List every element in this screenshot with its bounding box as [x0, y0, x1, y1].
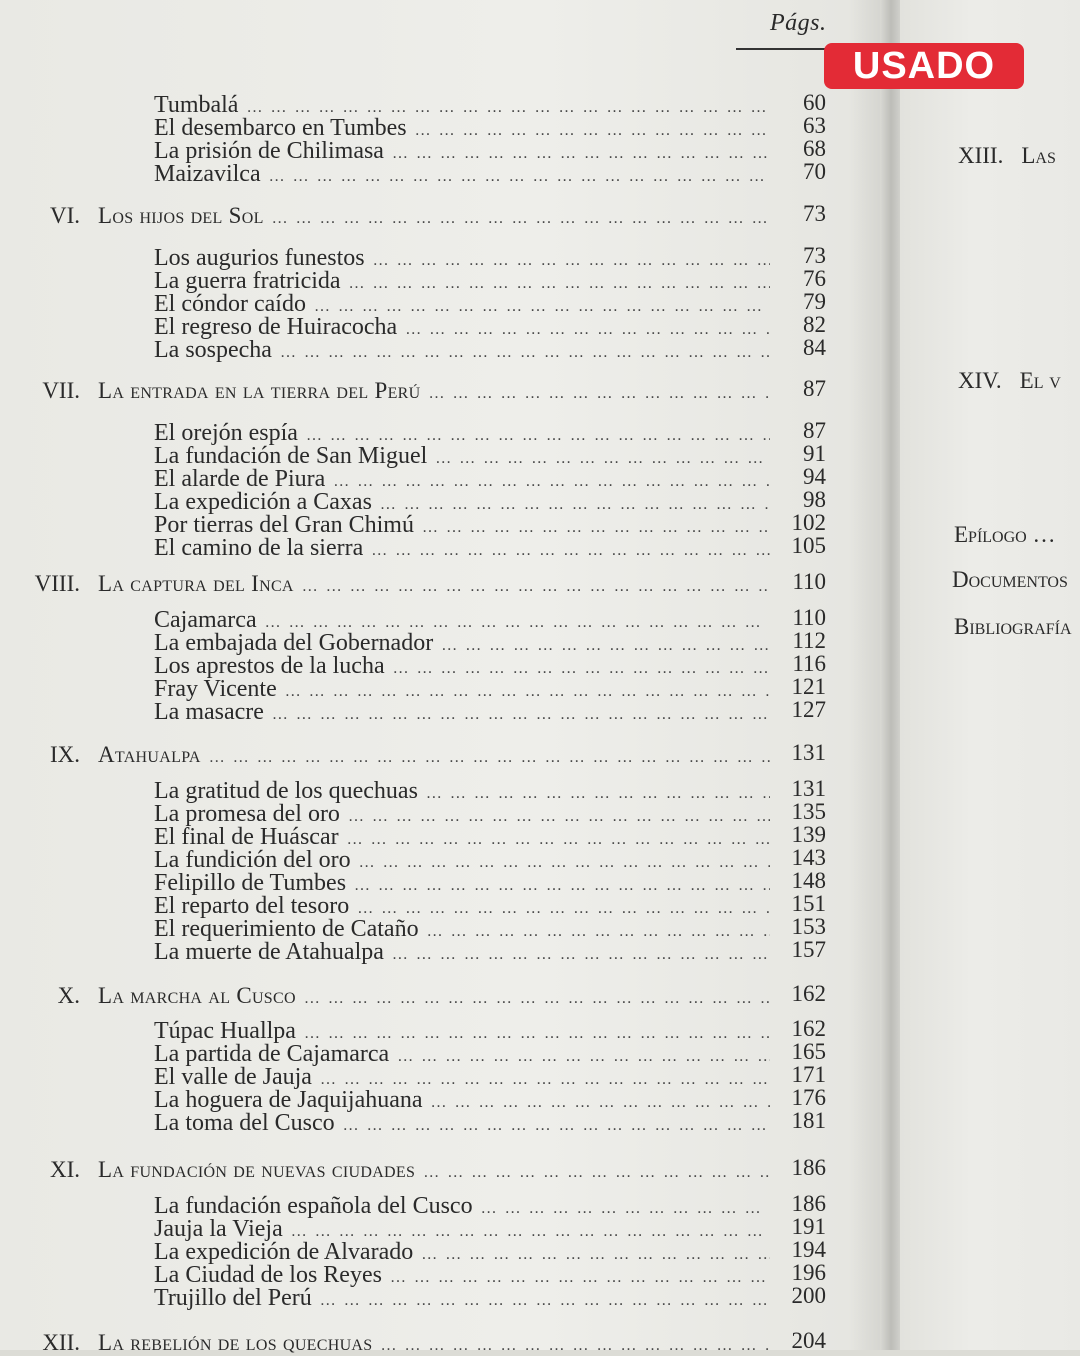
toc-section-row: [154, 1285, 770, 1312]
dot-leader: [302, 578, 770, 596]
right-page-entry: [954, 614, 1072, 640]
right-page-entry: [958, 143, 1056, 169]
section-title: Tumbalá: [154, 92, 239, 118]
page-number: 121: [791, 674, 826, 699]
page-number: 204: [791, 1328, 826, 1353]
page-number: 82: [803, 312, 826, 337]
page-number: 73: [803, 243, 826, 268]
section-title: El regreso de Huiracocha: [154, 314, 398, 340]
page-number: 91: [803, 441, 826, 466]
page-number: 162: [791, 981, 826, 1006]
page-number: 165: [791, 1039, 826, 1064]
section-title: Túpac Huallpa: [154, 1018, 296, 1044]
toc-section-row: [154, 535, 770, 562]
section-title: Jauja la Vieja: [154, 1216, 283, 1242]
page-number: 102: [791, 510, 826, 535]
dot-leader: [280, 344, 770, 362]
page-number: 171: [791, 1062, 826, 1087]
dot-leader: [320, 1292, 770, 1310]
toc-section-row: [154, 939, 770, 966]
chapter-title: Los hijos del Sol: [98, 203, 264, 228]
section-title: Cajamarca: [154, 607, 257, 633]
chapter-title: El v: [1019, 368, 1061, 393]
page-number: 131: [791, 776, 826, 801]
right-page-entry: [952, 567, 1068, 593]
right-page: [900, 0, 1080, 1350]
section-title: Felipillo de Tumbes: [154, 870, 347, 896]
page-number: 110: [792, 605, 826, 630]
page-number: 186: [791, 1155, 826, 1180]
chapter-title: Bibliografía: [954, 614, 1072, 639]
section-title: La partida de Cajamarca: [154, 1041, 390, 1067]
toc-chapter-row: [10, 203, 770, 229]
section-title: La promesa del oro: [154, 801, 340, 827]
chapter-number: IX.: [49, 742, 80, 767]
page-number: 98: [803, 487, 826, 512]
toc-section-row: [154, 1110, 770, 1137]
section-title: Los aprestos de la lucha: [154, 653, 385, 679]
dot-leader: [272, 210, 770, 228]
section-title: La fundación de San Miguel: [154, 443, 428, 469]
page-number: 87: [803, 418, 826, 443]
section-title: El orejón espía: [154, 420, 298, 446]
page-number: 110: [792, 569, 826, 594]
section-title: La fundición del oro: [154, 847, 351, 873]
dot-leader: [380, 1337, 770, 1355]
page-number: 87: [803, 376, 826, 401]
chapter-title: La captura del Inca: [98, 571, 294, 596]
chapter-title: Las: [1021, 143, 1056, 168]
chapter-title: Atahualpa: [98, 742, 201, 767]
section-title: Trujillo del Perú: [154, 1285, 312, 1311]
page-number: 105: [791, 533, 826, 558]
dot-leader: [392, 946, 770, 964]
section-title: El valle de Jauja: [154, 1064, 312, 1090]
section-title: La guerra fratricida: [154, 268, 341, 294]
chapter-title: Documentos: [952, 567, 1068, 592]
page-number: 68: [803, 136, 826, 161]
toc-chapter-row: [10, 378, 770, 404]
section-title: La toma del Cusco: [154, 1110, 335, 1136]
section-title: El requerimiento de Cataño: [154, 916, 419, 942]
section-title: La muerte de Atahualpa: [154, 939, 384, 965]
dot-leader: [343, 1117, 770, 1135]
page-number: 139: [791, 822, 826, 847]
chapter-title: La marcha al Cusco: [98, 983, 296, 1008]
page-number: 151: [791, 891, 826, 916]
section-title: La embajada del Gobernador: [154, 630, 434, 656]
page-number: 116: [792, 651, 826, 676]
section-title: La fundación española del Cusco: [154, 1193, 473, 1219]
chapter-title: Epílogo …: [954, 522, 1056, 547]
dot-leader: [209, 749, 770, 767]
section-title: La sospecha: [154, 337, 272, 363]
chapter-number: XII.: [42, 1330, 80, 1355]
chapter-number: VIII.: [34, 571, 80, 596]
right-page-entry: [954, 522, 1055, 548]
dot-leader: [371, 542, 770, 560]
toc-section-row: [154, 337, 770, 364]
section-title: El alarde de Piura: [154, 466, 326, 492]
page-number: 60: [803, 90, 826, 115]
section-title: Fray Vicente: [154, 676, 277, 702]
page-number: 186: [791, 1191, 826, 1216]
chapter-number: XIII.: [958, 143, 1004, 168]
section-title: Maizavilca: [154, 161, 261, 187]
section-title: El reparto del tesoro: [154, 893, 350, 919]
page-number: 127: [791, 697, 826, 722]
chapter-number: VI.: [49, 203, 80, 228]
toc-chapter-row: [10, 1157, 770, 1183]
section-title: La hoguera de Jaquijahuana: [154, 1087, 423, 1113]
chapter-title: La entrada en la tierra del Perú: [98, 378, 421, 403]
section-title: El desembarco en Tumbes: [154, 115, 407, 141]
right-page-entry: [958, 368, 1061, 394]
toc-chapter-row: [10, 742, 770, 768]
page-number: 157: [791, 937, 826, 962]
section-title: La expedición de Alvarado: [154, 1239, 414, 1265]
dot-leader: [304, 990, 770, 1008]
page-number: 194: [791, 1237, 826, 1262]
page-number: 191: [791, 1214, 826, 1239]
page-number: 76: [803, 266, 826, 291]
section-title: La prisión de Chilimasa: [154, 138, 384, 164]
page-number: 73: [803, 201, 826, 226]
dot-leader: [423, 1164, 770, 1182]
section-title: El camino de la sierra: [154, 535, 364, 561]
page-number: 181: [791, 1108, 826, 1133]
header-rule: [736, 48, 836, 50]
section-title: El final de Huáscar: [154, 824, 339, 850]
page-number: 79: [803, 289, 826, 314]
chapter-number: X.: [57, 983, 80, 1008]
used-badge: USADO: [824, 43, 1024, 89]
page-number: 135: [791, 799, 826, 824]
page-number: 94: [803, 464, 826, 489]
section-title: La masacre: [154, 699, 264, 725]
page-number: 112: [792, 628, 826, 653]
chapter-number: XIV.: [958, 368, 1002, 393]
book-gutter: [880, 0, 902, 1350]
page-number: 148: [791, 868, 826, 893]
page-number: 153: [791, 914, 826, 939]
dot-leader: [272, 706, 770, 724]
chapter-number: VII.: [42, 378, 80, 403]
toc-section-row: [154, 161, 770, 188]
pages-column-header: Págs.: [770, 10, 827, 36]
toc-chapter-row: [10, 983, 770, 1009]
page-number: 162: [791, 1016, 826, 1041]
section-title: El cóndor caído: [154, 291, 306, 317]
page-number: 143: [791, 845, 826, 870]
toc-chapter-row: [10, 571, 770, 597]
dot-leader: [428, 385, 770, 403]
chapter-title: La rebelión de los quechuas: [98, 1330, 373, 1355]
page-number: 84: [803, 335, 826, 360]
page-number: 131: [791, 740, 826, 765]
section-title: La Ciudad de los Reyes: [154, 1262, 382, 1288]
page-number: 196: [791, 1260, 826, 1285]
chapter-number: XI.: [49, 1157, 80, 1182]
toc-section-row: [154, 699, 770, 726]
toc-chapter-row: [10, 1330, 770, 1356]
dot-leader: [269, 168, 770, 186]
page-number: 63: [803, 113, 826, 138]
page-number: 176: [791, 1085, 826, 1110]
section-title: La gratitud de los quechuas: [154, 778, 418, 804]
page-number: 70: [803, 159, 826, 184]
section-title: La expedición a Caxas: [154, 489, 372, 515]
section-title: Por tierras del Gran Chimú: [154, 512, 414, 538]
page-number: 200: [791, 1283, 826, 1308]
section-title: Los augurios funestos: [154, 245, 365, 271]
chapter-title: La fundación de nuevas ciudades: [98, 1157, 416, 1182]
